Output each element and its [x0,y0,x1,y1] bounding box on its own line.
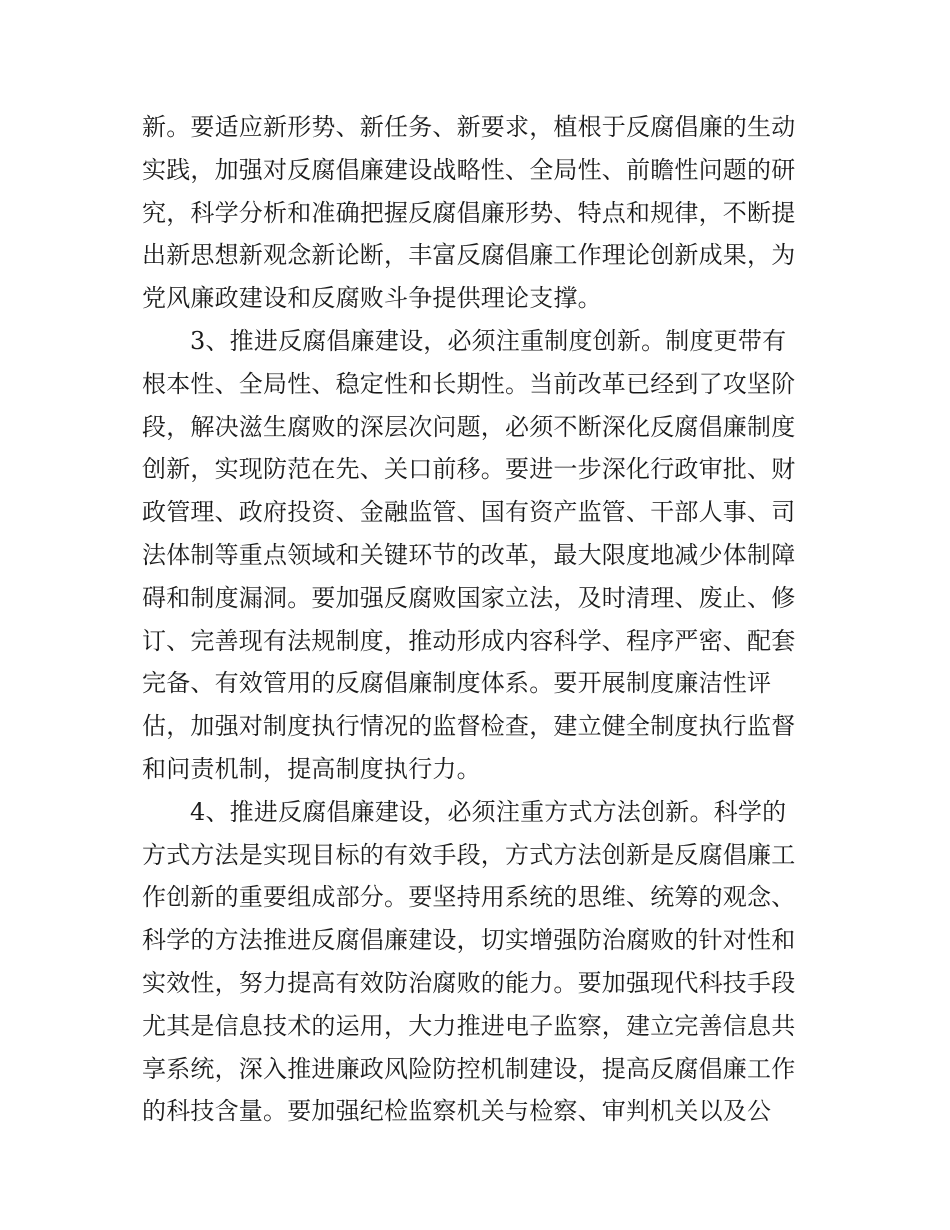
text-line: 和问责机制，提高制度执行力。 [142,754,481,783]
text-line: 出新思想新观念新论断，丰富反腐倡廉工作理论创新成果，为 [142,241,796,270]
document-body [142,106,812,1133]
text-line: 实效性，努力提高有效防治腐败的能力。要加强现代科技手段 [142,968,796,997]
text-line: 尤其是信息技术的运用，大力推进电子监察，建立完善信息共 [142,1011,796,1040]
text-line: 4、推进反腐倡廉建设，必须注重方式方法创新。科学的 [190,797,787,826]
text-line: 究，科学分析和准确把握反腐倡廉形势、特点和规律，不断提 [142,198,796,227]
text-line: 段，解决滋生腐败的深层次问题，必须不断深化反腐倡廉制度 [142,412,796,441]
text-line: 政管理、政府投资、金融监管、国有资产监管、干部人事、司 [142,498,796,527]
text-line: 实践，加强对反腐倡廉建设战略性、全局性、前瞻性问题的研 [142,155,796,184]
text-line: 新。要适应新形势、新任务、新要求，植根于反腐倡廉的生动 [142,113,796,141]
text-line: 科学的方法推进反腐倡廉建设，切实增强防治腐败的针对性和 [142,926,796,955]
paragraph-method-innovation [142,791,812,1133]
paragraph-continuation [142,106,812,320]
text-line: 方式方法是实现目标的有效手段，方式方法创新是反腐倡廉工 [142,840,796,869]
text-line: 3、推进反腐倡廉建设，必须注重制度创新。制度更带有 [190,326,787,355]
text-line: 完备、有效管用的反腐倡廉制度体系。要开展制度廉洁性评 [142,669,772,698]
text-line: 法体制等重点领域和关键环节的改革，最大限度地减少体制障 [142,540,796,569]
text-line: 根本性、全局性、稳定性和长期性。当前改革已经到了攻坚阶 [142,369,796,398]
text-line: 订、完善现有法规制度，推动形成内容科学、程序严密、配套 [142,626,796,655]
text-line: 创新，实现防范在先、关口前移。要进一步深化行政审批、财 [142,455,796,484]
text-line: 碍和制度漏洞。要加强反腐败国家立法，及时清理、废止、修 [142,583,796,612]
paragraph-institutional-innovation [142,320,812,791]
text-line: 估，加强对制度执行情况的监督检查，建立健全制度执行监督 [142,712,796,741]
text-line: 享系统，深入推进廉政风险防控机制建设，提高反腐倡廉工作 [142,1054,796,1083]
text-line: 的科技含量。要加强纪检监察机关与检察、审判机关以及公 [142,1097,772,1126]
text-line: 党风廉政建设和反腐败斗争提供理论支撑。 [142,284,602,313]
text-line: 作创新的重要组成部分。要坚持用系统的思维、统筹的观念、 [142,883,796,912]
